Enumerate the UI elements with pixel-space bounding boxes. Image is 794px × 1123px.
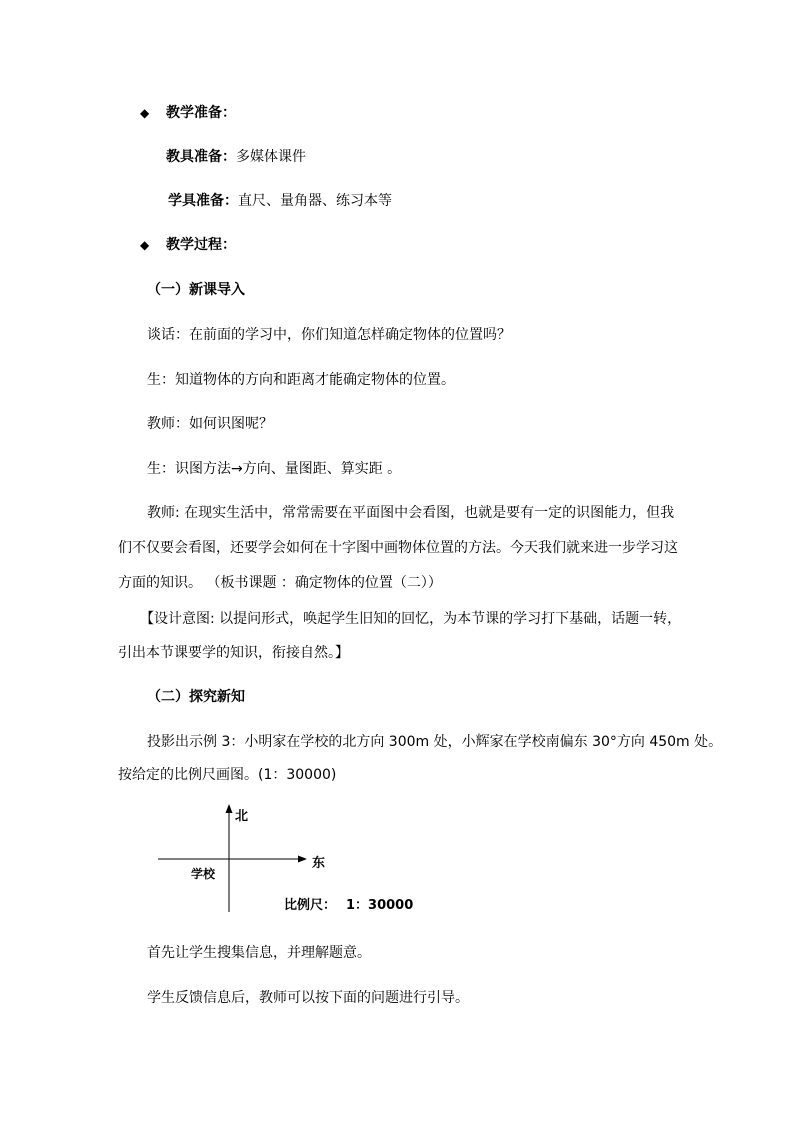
after-line-1: 首先让学生搜集信息，并理解题意。 [147, 945, 371, 961]
direction-cross-diagram [150, 800, 430, 918]
student-tools-label: 学具准备： [168, 193, 238, 209]
design-intent-line-2: 引出本节课要学的知识，衔接自然。】 [118, 645, 349, 661]
part1-heading: （一）新课导入 [147, 282, 245, 298]
north-label: 北 [235, 809, 249, 824]
prep-heading: 教学准备： [166, 105, 236, 121]
design-intent-line-1: 【设计意图: 以提问形式，唤起学生旧知的回忆，为本节课的学习打下基础，话题一转， [140, 611, 682, 627]
teacher-paragraph-line-1: 教师: 在现实生活中，常常需要在平面图中会看图，也就是要有一定的识图能力，但我 [147, 505, 675, 521]
teacher-tools-value: 多媒体课件 [236, 149, 306, 165]
north-arrow-icon [226, 804, 233, 813]
scale-label: 比例尺： [284, 898, 337, 913]
teacher-paragraph-line-3: 方面的知识。 （板书课题 ：确定物体的位置（二）） [118, 575, 442, 591]
example-line-1: 投影出示例 3：小明家在学校的北方向 300m 处，小辉家在学校南偏东 30°方向 450m 处。 [147, 734, 723, 750]
dialog-line-2: 生：知道物体的方向和距离才能确定物体的位置。 [147, 372, 455, 388]
east-label: 东 [312, 856, 326, 871]
east-arrow-icon [298, 856, 307, 863]
student-tools-value: 直尺、量角器、练习本等 [238, 193, 392, 209]
scale-value: 1：30000 [346, 898, 414, 913]
process-heading: 教学过程： [166, 237, 236, 253]
school-label: 学校 [191, 867, 216, 881]
dialog-line-4: 生：识图方法→方向、量图距、算实距 。 [147, 461, 402, 477]
student-tools-line [168, 191, 392, 211]
dialog-line-3: 教师：如何识图呢？ [147, 416, 273, 432]
bullet-icon: ◆ [140, 238, 150, 252]
teacher-tools-line [166, 147, 306, 167]
teacher-paragraph-line-2: 们不仅要会看图，还要学会如何在十字图中画物体位置的方法。今天我们就来进一步学习这 [118, 540, 678, 556]
dialog-line-1: 谈话：在前面的学习中，你们知道怎样确定物体的位置吗？ [147, 327, 511, 343]
after-line-2: 学生反馈信息后，教师可以按下面的问题进行引导。 [147, 990, 469, 1006]
teacher-tools-label: 教具准备： [166, 149, 236, 165]
part2-heading: （二）探究新知 [147, 689, 245, 705]
example-line-2: 按给定的比例尺画图。(1：30000) [118, 767, 337, 783]
bullet-icon: ◆ [140, 106, 150, 120]
